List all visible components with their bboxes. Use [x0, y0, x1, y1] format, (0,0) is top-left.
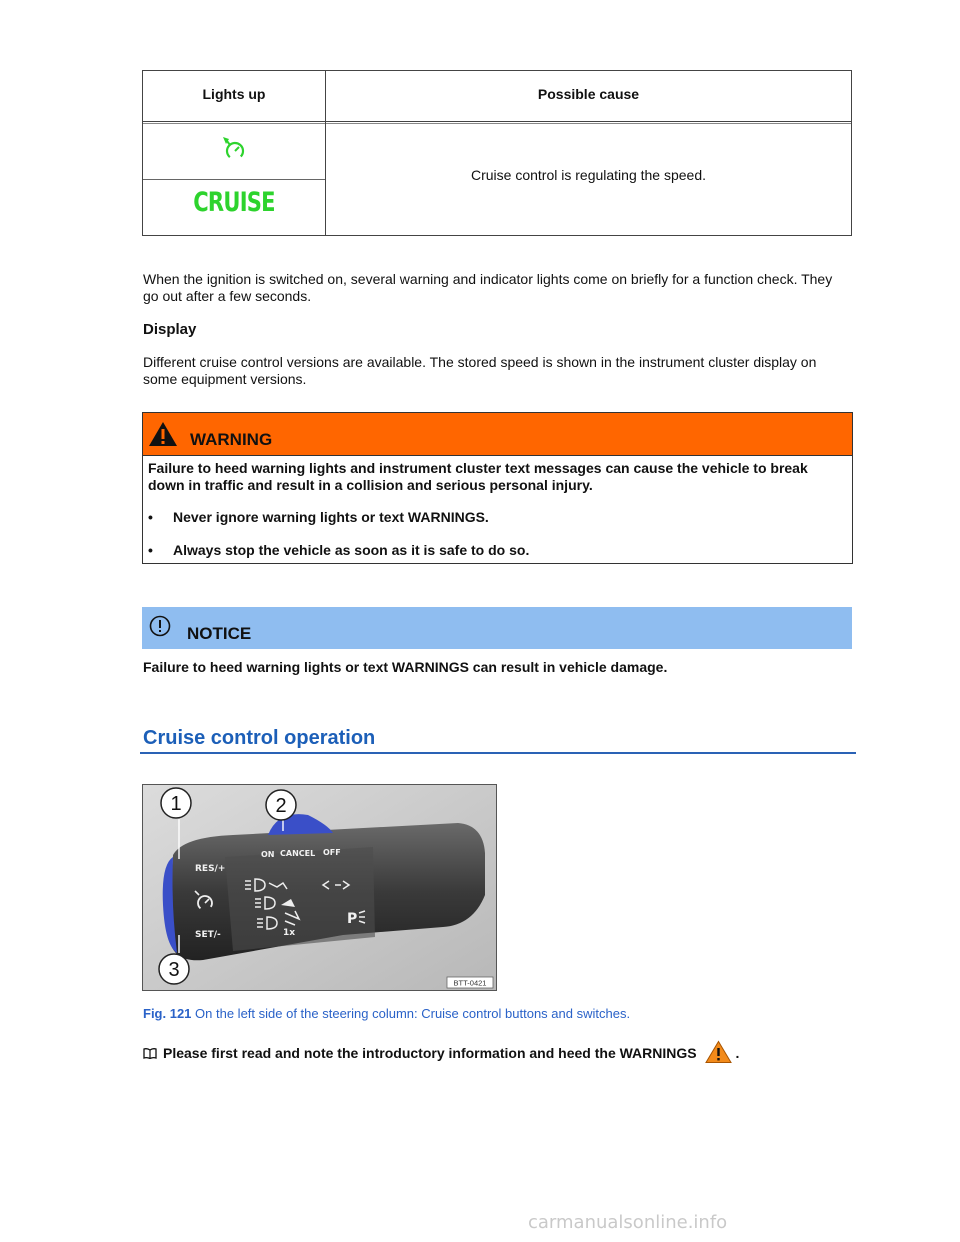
display-heading: Display: [143, 321, 197, 338]
display-paragraph: Different cruise control versions are available. The stored speed is shown in the instrument cluster display on some equipment versions.: [143, 354, 817, 387]
header-possible-cause: Possible cause: [537, 86, 640, 102]
cruise-control-lever-figure: [142, 784, 497, 991]
table-header-divider: [143, 123, 851, 124]
footer-watermark: carmanualsonline.info: [528, 1212, 728, 1233]
table-row-divider: [143, 179, 325, 180]
warning-header: [143, 413, 852, 456]
notice-title: NOTICE: [187, 624, 252, 643]
callout-3: [159, 954, 189, 984]
parking-light-label: P: [347, 911, 358, 927]
warning-bullet-text: Never ignore warning lights or text WARNINGS.: [173, 509, 489, 525]
read-first-note: [143, 1040, 739, 1064]
set-label: SET/-: [195, 930, 221, 940]
figure-code: BTT-0421: [453, 978, 487, 988]
callout-2: [266, 790, 296, 820]
warning-triangle-icon: [147, 420, 179, 448]
one-time-label: 1x: [283, 928, 296, 938]
notice-text: Failure to heed warning lights or text WARNINGS can result in vehicle damage.: [143, 659, 668, 675]
cruise-indicator-label: CRUISE: [193, 187, 275, 218]
header-lights-up: Lights up: [202, 86, 266, 102]
callout-1: [161, 788, 191, 818]
notice-header: [142, 607, 852, 649]
warning-title: WARNING: [190, 430, 273, 449]
warning-text: Failure to heed warning lights and instrument cluster text messages can cause the vehicle to break down in traffic and result in a collision and serious personal injury.: [148, 460, 808, 493]
callout-3-label: 3: [168, 959, 180, 981]
intro-paragraph: When the ignition is switched on, several warning and indicator lights come on briefly for a function check. They go out after a few seconds.: [143, 271, 833, 304]
cancel-label: CANCEL: [280, 849, 316, 858]
res-label: RES/+: [195, 864, 226, 874]
notice-exclamation-icon: [149, 615, 171, 637]
lever-illustration: [143, 785, 496, 990]
warning-bullet: • Always stop the vehicle as soon as it is safe to do so.: [148, 542, 530, 558]
callout-1-label: 1: [170, 793, 182, 815]
indicator-table: [142, 70, 852, 236]
warning-bullet: • Never ignore warning lights or text WARNINGS.: [148, 509, 489, 525]
off-label: OFF: [323, 848, 341, 857]
callout-2-label: 2: [275, 795, 287, 817]
warning-box: [142, 412, 853, 564]
section-divider: [140, 752, 856, 754]
possible-cause-text: Cruise control is regulating the speed.: [470, 167, 707, 183]
read-first-note-text[interactable]: Please first read and note the introductory information and heed the WARNINGS: [163, 1045, 697, 1061]
cruise-control-gauge-icon: [219, 133, 249, 163]
figure-number: Fig. 121: [143, 1006, 192, 1021]
figure-caption: [143, 1006, 630, 1021]
figure-caption-text: On the left side of the steering column: Cruise control buttons and switches.: [195, 1006, 631, 1021]
section-heading: Cruise control operation: [143, 727, 376, 749]
on-label: ON: [261, 850, 275, 859]
read-first-note-end: .: [735, 1045, 740, 1061]
open-book-icon: [143, 1047, 157, 1059]
warning-triangle-icon[interactable]: [705, 1040, 732, 1064]
warning-bullet-text: Always stop the vehicle as soon as it is safe to do so.: [173, 542, 530, 558]
